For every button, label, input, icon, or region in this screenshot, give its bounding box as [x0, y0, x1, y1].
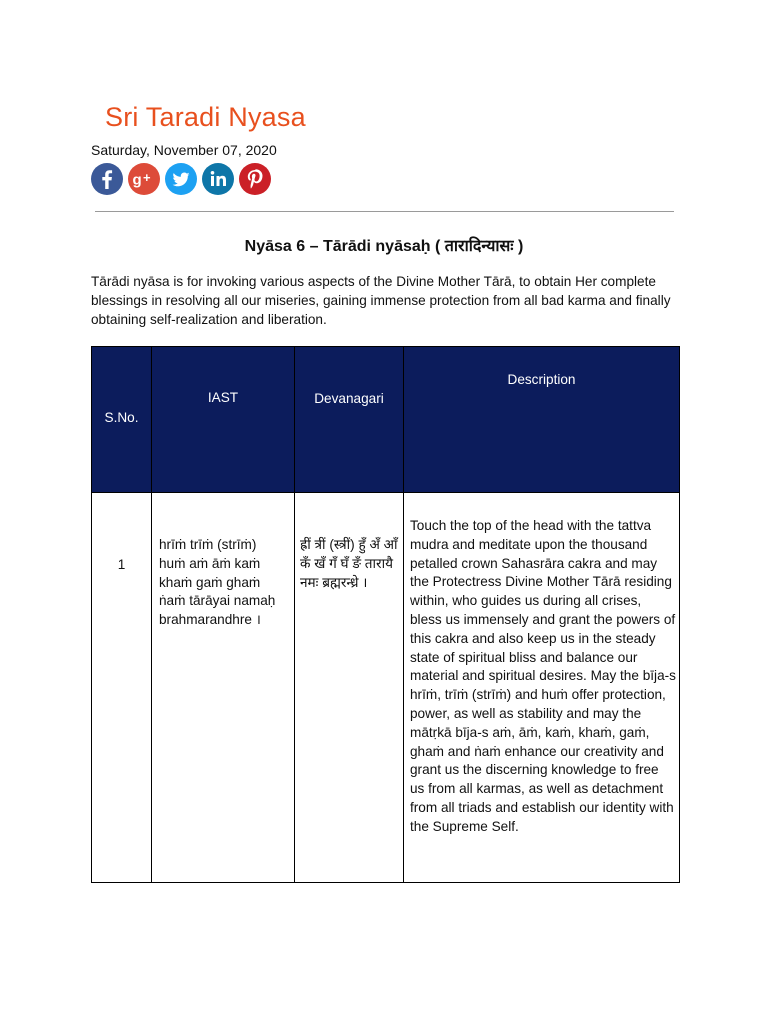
nyasa-table	[91, 346, 680, 883]
header-devanagari	[295, 347, 404, 493]
intro-paragraph: Tārādi nyāsa is for invoking various aspects of the Divine Mother Tārā, to obtain Her complete blessings in resolving all our miseries, gaining immense protection from all bad karma and finally obtaining self-realization and liberation.	[91, 274, 671, 327]
linkedin-share-button[interactable]	[202, 163, 234, 195]
svg-text:+: +	[143, 170, 151, 185]
cell-sno-text: 1	[117, 557, 126, 572]
header-iast-label: IAST	[207, 390, 239, 405]
cell-description	[404, 493, 680, 883]
section-heading: Nyāsa 6 – Tārādi nyāsaḥ ( तारादिन्यासः )	[244, 238, 524, 255]
google-plus-icon	[128, 163, 160, 195]
divider	[95, 211, 674, 212]
post-date: Saturday, November 07, 2020	[91, 142, 277, 158]
cell-devanagari	[295, 493, 404, 883]
social-share-bar	[91, 163, 271, 195]
cell-devanagari-text: ह्रीं त्रीं (स्त्रीं) हुँ अँ आँ कँ खँ गँ घँ ङँ तारायै नमः ब्रह्मरन्ध्रे ।	[300, 537, 398, 590]
header-description-label: Description	[507, 372, 576, 387]
header-iast	[152, 347, 295, 493]
table-row	[92, 493, 680, 883]
twitter-share-button[interactable]	[165, 163, 197, 195]
facebook-share-button[interactable]	[91, 163, 123, 195]
cell-sno	[92, 493, 152, 883]
header-devanagari-label: Devanagari	[314, 391, 384, 406]
post-title: Sri Taradi Nyasa	[105, 102, 306, 132]
header-description	[404, 347, 680, 493]
linkedin-icon	[202, 163, 234, 195]
facebook-icon	[91, 163, 123, 195]
svg-text:g: g	[132, 171, 142, 189]
cell-iast	[152, 493, 295, 883]
table-header-row	[92, 347, 680, 493]
cell-iast-text: hrīṁ trīṁ (strīṁ) huṁ aṁ āṁ kaṁ khaṁ gaṁ ghaṁ ṅaṁ tārāyai namaḥ brahmarandhre ।	[159, 537, 276, 628]
header-sno-label: S.No.	[104, 410, 139, 425]
google-plus-share-button[interactable]	[128, 163, 160, 195]
header-sno	[92, 347, 152, 493]
twitter-icon	[165, 163, 197, 195]
cell-description-text: Touch the top of the head with the tattva mudra and meditate upon the thousand petalled crown Sahasrāra cakra and may the Protectress Divine Mother Tārā residing within, who guides us during all crises, bless us immensely and grant the powers of this cakra and also keep us in the steady state of spiritual bliss and balance our material and spiritual desires. May the bīja-s hrīṁ, trīṁ (strīṁ) and huṁ offer protection, power, as well as stability and may the mātṛkā bīja-s aṁ, āṁ, kaṁ, khaṁ, gaṁ, ghaṁ and ṅaṁ enhance our creativity and grant us the discerning knowledge to free us from all karmas, as well as detachment from all triads and establish our identity with the Supreme Self.	[410, 518, 676, 834]
pinterest-share-button[interactable]	[239, 163, 271, 195]
pinterest-icon	[239, 163, 271, 195]
